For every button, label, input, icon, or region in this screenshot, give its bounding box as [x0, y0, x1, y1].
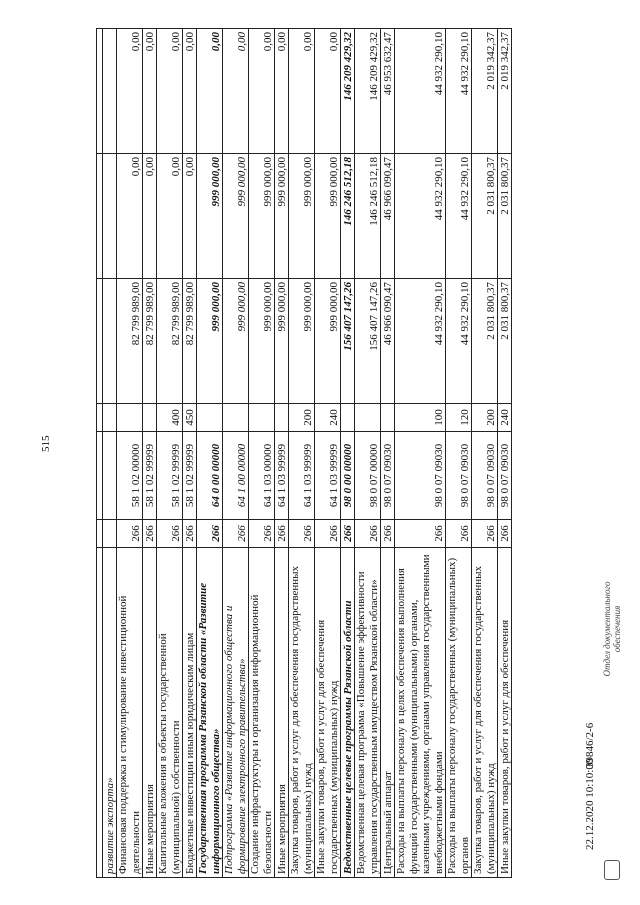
row-sum-exec-cell: 44 932 290,10: [446, 29, 472, 154]
row-vr-cell: [103, 404, 117, 432]
table-row: [275, 29, 289, 878]
row-vr-cell: 200: [472, 404, 498, 432]
row-vr-cell: 200: [289, 404, 315, 432]
row-vr-cell: 450: [183, 404, 197, 432]
row-sum-exec-cell: 0,00: [183, 29, 197, 154]
registration-stamp-icon: [604, 860, 620, 880]
table-row: [498, 29, 512, 878]
row-sum-plan-cell: 0,00: [183, 154, 197, 279]
row-vr-cell: [197, 404, 223, 432]
row-ved-cell: 266: [289, 520, 315, 548]
row-vr-cell: 400: [157, 404, 183, 432]
row-sum-plan-cell: 2 031 800,37: [472, 154, 498, 279]
row-vr-cell: [249, 404, 275, 432]
table-row: [143, 29, 157, 878]
row-name-cell: Иные закупки товаров, работ и услуг для обеспечения: [498, 548, 512, 878]
row-name-cell: Финансовая поддержка и стимулирование инвестиционной деятельности: [117, 548, 143, 878]
row-sum-2020-cell: 2 031 800,37: [472, 279, 498, 404]
row-ved-cell: 266: [315, 520, 341, 548]
row-name-cell: Подпрограмма «Развитие информационного общества и формирование электронного правительства»: [223, 548, 249, 878]
row-sum-2020-cell: 44 932 290,10: [395, 279, 446, 404]
row-csr-cell: 98 0 07 00000: [355, 432, 381, 520]
row-vr-cell: [341, 404, 355, 432]
table-row: [472, 29, 498, 878]
row-sum-2020-cell: 46 966 090,47: [381, 279, 395, 404]
row-name-cell: Закупка товаров, работ и услуг для обеспечения государственных (муниципальных) нужд: [289, 548, 315, 878]
row-vr-cell: 120: [446, 404, 472, 432]
row-sum-plan-cell: 999 000,00: [197, 154, 223, 279]
row-ved-cell: 266: [472, 520, 498, 548]
row-vr-cell: 240: [498, 404, 512, 432]
row-sum-exec-cell: [103, 29, 117, 154]
row-name-cell: Капитальные вложения в объекты государственной (муниципальной) собственности: [157, 548, 183, 878]
row-csr-cell: 64 1 00 00000: [223, 432, 249, 520]
row-csr-cell: 58 1 02 00000: [117, 432, 143, 520]
row-ved-cell: 266: [395, 520, 446, 548]
row-vr-cell: [355, 404, 381, 432]
row-sum-2020-cell: 82 799 989,00: [117, 279, 143, 404]
row-sum-2020-cell: 999 000,00: [249, 279, 275, 404]
row-sum-2020-cell: 82 799 989,00: [183, 279, 197, 404]
row-csr-cell: 64 1 03 99999: [289, 432, 315, 520]
row-name-cell: Бюджетные инвестиции иным юридическим лицам: [183, 548, 197, 878]
row-sum-plan-cell: 2 031 800,37: [498, 154, 512, 279]
row-sum-exec-cell: 0,00: [143, 29, 157, 154]
row-sum-exec-cell: 0,00: [117, 29, 143, 154]
row-sum-2020-cell: 999 000,00: [275, 279, 289, 404]
row-vr-cell: [381, 404, 395, 432]
budget-table-container: [96, 28, 580, 878]
row-name-cell: Иные закупки товаров, работ и услуг для обеспечения государственных (муниципальных) нужд: [315, 548, 341, 878]
row-ved-cell: 266: [498, 520, 512, 548]
row-sum-plan-cell: 999 000,00: [275, 154, 289, 279]
row-csr-cell: 98 0 07 09030: [498, 432, 512, 520]
row-csr-cell: 98 0 07 09030: [381, 432, 395, 520]
row-sum-2020-cell: 2 031 800,37: [498, 279, 512, 404]
row-csr-cell: [103, 432, 117, 520]
row-sum-plan-cell: 0,00: [117, 154, 143, 279]
table-row: [315, 29, 341, 878]
row-csr-cell: 98 0 07 09030: [472, 432, 498, 520]
row-ved-cell: 266: [381, 520, 395, 548]
row-sum-2020-cell: 82 799 989,00: [157, 279, 183, 404]
row-csr-cell: 98 0 07 09030: [446, 432, 472, 520]
row-ved-cell: 266: [223, 520, 249, 548]
page-number: 515: [40, 435, 52, 452]
row-ved-cell: 266: [355, 520, 381, 548]
row-sum-exec-cell: 0,00: [197, 29, 223, 154]
row-name-cell: развитие экспорта»: [103, 548, 117, 878]
row-sum-2020-cell: 82 799 989,00: [143, 279, 157, 404]
row-sum-exec-cell: 0,00: [157, 29, 183, 154]
row-name-cell: Иные мероприятия: [275, 548, 289, 878]
row-sum-plan-cell: 0,00: [157, 154, 183, 279]
row-sum-2020-cell: 999 000,00: [197, 279, 223, 404]
row-csr-cell: 58 1 02 99999: [183, 432, 197, 520]
row-sum-exec-cell: 44 932 290,10: [395, 29, 446, 154]
row-ved-cell: 266: [183, 520, 197, 548]
row-csr-cell: 64 1 03 99999: [315, 432, 341, 520]
row-sum-plan-cell: 999 000,00: [249, 154, 275, 279]
row-vr-cell: [223, 404, 249, 432]
row-sum-plan-cell: 44 932 290,10: [446, 154, 472, 279]
row-vr-cell: 240: [315, 404, 341, 432]
row-sum-plan-cell: 999 000,00: [315, 154, 341, 279]
table-row: [197, 29, 223, 878]
footer-doc-number: 39846/2-6: [584, 722, 596, 768]
row-sum-2020-cell: [103, 279, 117, 404]
row-sum-exec-cell: 146 209 429,32: [341, 29, 355, 154]
row-csr-cell: 64 1 03 00000: [249, 432, 275, 520]
row-vr-cell: [275, 404, 289, 432]
row-csr-cell: 58 1 02 99999: [143, 432, 157, 520]
table-row: [183, 29, 197, 878]
row-name-cell: Расходы на выплаты персоналу государственных (муниципальных) органов: [446, 548, 472, 878]
row-vr-cell: [117, 404, 143, 432]
department-stamp: Отдел документального обеспечения: [602, 581, 622, 677]
row-sum-exec-cell: 2 019 342,37: [498, 29, 512, 154]
row-csr-cell: 64 0 00 00000: [197, 432, 223, 520]
row-ved-cell: 266: [249, 520, 275, 548]
row-name-cell: Ведомственные целевые программы Рязанской области: [341, 548, 355, 878]
row-ved-cell: [103, 520, 117, 548]
row-vr-cell: 100: [395, 404, 446, 432]
footer-timestamp: 22.12.2020 10:10:00: [584, 758, 596, 850]
row-name-cell: Закупка товаров, работ и услуг для обеспечения государственных (муниципальных) нужд: [472, 548, 498, 878]
row-sum-2020-cell: 999 000,00: [223, 279, 249, 404]
row-csr-cell: 98 0 07 09030: [395, 432, 446, 520]
table-row: [223, 29, 249, 878]
budget-table-body: [97, 29, 512, 878]
row-sum-2020-cell: 44 932 290,10: [446, 279, 472, 404]
row-ved-cell: 266: [275, 520, 289, 548]
row-name-cell: Создание инфраструктуры и организация информационной безопасности: [249, 548, 275, 878]
table-row: [103, 29, 117, 878]
row-csr-cell: 64 1 03 99999: [275, 432, 289, 520]
row-sum-2020-cell: 156 407 147,26: [341, 279, 355, 404]
row-ved-cell: 266: [157, 520, 183, 548]
row-ved-cell: 266: [143, 520, 157, 548]
row-sum-plan-cell: 999 000,00: [223, 154, 249, 279]
table-row: [381, 29, 395, 878]
row-name-cell: Центральный аппарат: [381, 548, 395, 878]
row-sum-exec-cell: 0,00: [275, 29, 289, 154]
table-row: [446, 29, 472, 878]
row-sum-exec-cell: 146 209 429,32: [355, 29, 381, 154]
row-sum-exec-cell: 0,00: [289, 29, 315, 154]
row-csr-cell: 58 1 02 99999: [157, 432, 183, 520]
row-ved-cell: 266: [117, 520, 143, 548]
row-csr-cell: 98 0 00 00000: [341, 432, 355, 520]
row-sum-plan-cell: 44 932 290,10: [395, 154, 446, 279]
row-sum-exec-cell: 0,00: [223, 29, 249, 154]
row-ved-cell: 266: [446, 520, 472, 548]
row-name-cell: Иные мероприятия: [143, 548, 157, 878]
table-row: [341, 29, 355, 878]
row-name-cell: Ведомственная целевая программа «Повышение эффективности управления государственным имуществом Рязанской области»: [355, 548, 381, 878]
table-row: [117, 29, 143, 878]
row-sum-plan-cell: 0,00: [143, 154, 157, 279]
row-ved-cell: 266: [341, 520, 355, 548]
row-sum-exec-cell: 2 019 342,37: [472, 29, 498, 154]
row-vr-cell: [143, 404, 157, 432]
row-sum-2020-cell: 156 407 147,26: [355, 279, 381, 404]
row-sum-plan-cell: 146 246 512,18: [355, 154, 381, 279]
table-row: [289, 29, 315, 878]
budget-table: [96, 28, 512, 878]
row-name-cell: Расходы на выплаты персоналу в целях обеспечения выполнения функций государственными (муниципальными) органами, казенными учреждениями, органами управления государственными внебюджетными фондами: [395, 548, 446, 878]
row-sum-plan-cell: 146 246 512,18: [341, 154, 355, 279]
table-row: [355, 29, 381, 878]
row-sum-plan-cell: 46 966 090,47: [381, 154, 395, 279]
row-sum-plan-cell: [103, 154, 117, 279]
row-sum-plan-cell: 999 000,00: [289, 154, 315, 279]
row-sum-exec-cell: 0,00: [249, 29, 275, 154]
row-name-cell: Государственная программа Рязанской области «Развитие информационного общества»: [197, 548, 223, 878]
row-sum-exec-cell: 46 953 632,47: [381, 29, 395, 154]
row-sum-2020-cell: 999 000,00: [289, 279, 315, 404]
row-ved-cell: 266: [197, 520, 223, 548]
table-row: [157, 29, 183, 878]
page-footer: [582, 540, 622, 880]
row-sum-2020-cell: 999 000,00: [315, 279, 341, 404]
table-row: [249, 29, 275, 878]
row-sum-exec-cell: 0,00: [315, 29, 341, 154]
table-row: [395, 29, 446, 878]
